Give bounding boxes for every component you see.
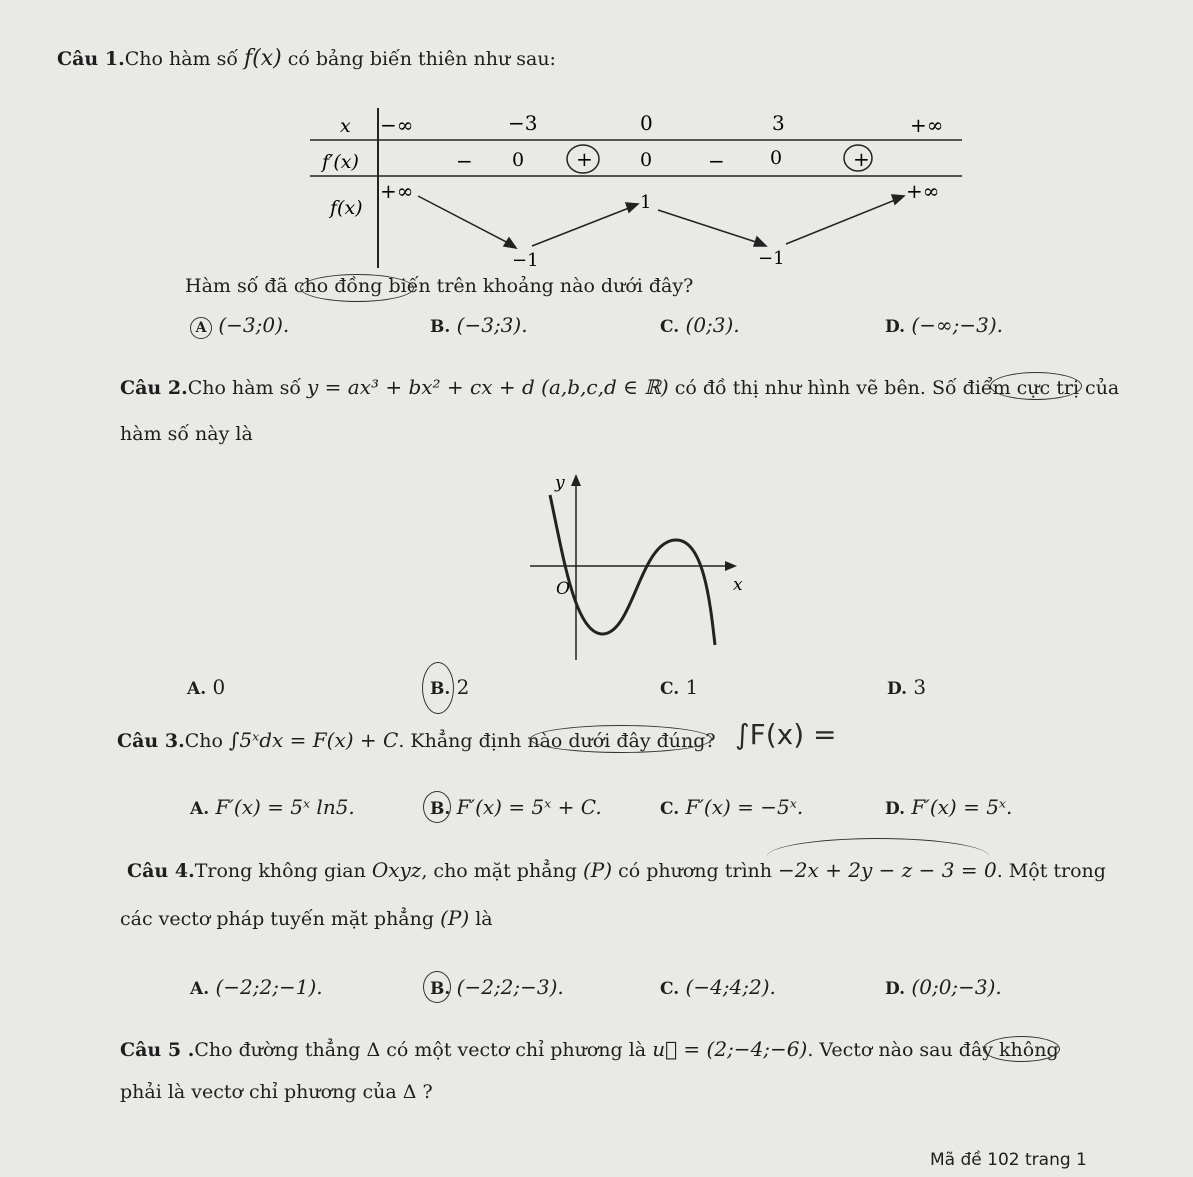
q4-equation: −2x + 2y − z − 3 = 0 xyxy=(778,858,997,882)
variation-table xyxy=(300,100,980,275)
handwritten-circle xyxy=(422,662,454,714)
option-key: D. xyxy=(885,799,906,819)
option-text: 1 xyxy=(685,675,699,699)
q4-line2-end: là xyxy=(475,908,493,930)
q1-label: Câu 1. xyxy=(57,48,125,70)
sign-cell: − xyxy=(708,149,725,173)
q3-formula: ∫5ˣdx = F(x) + C xyxy=(228,728,399,752)
handwritten-ellipse xyxy=(983,1036,1060,1062)
option-text: (−3;0). xyxy=(218,313,290,337)
q5-vector: u⃗ = (2;−4;−6) xyxy=(652,1037,808,1061)
x-value: +∞ xyxy=(910,113,944,137)
option-key: C. xyxy=(660,679,680,699)
q1-line xyxy=(57,46,556,71)
f-value: +∞ xyxy=(380,179,414,203)
option-text: F′(x) = −5ˣ. xyxy=(685,795,804,819)
q2-rest: có đồ thị như hình vẽ bên. Số điểm cực trị của xyxy=(674,377,1120,399)
cubic-graph xyxy=(525,470,743,665)
q3-option-d[interactable] xyxy=(885,795,1012,819)
option-text: (−2;2;−3). xyxy=(456,975,564,999)
option-key: B. xyxy=(430,679,451,699)
q1-rest: có bảng biến thiên như sau: xyxy=(287,48,556,70)
option-text: F′(x) = 5ˣ ln5. xyxy=(215,795,355,819)
handwritten-ellipse xyxy=(300,274,414,302)
q4-line2 xyxy=(120,906,493,930)
q1-intro: Cho hàm số xyxy=(124,48,238,70)
sign-cell: 0 xyxy=(770,147,783,169)
option-text: (−2;2;−1). xyxy=(215,975,323,999)
option-text: (−4;4;2). xyxy=(685,975,776,999)
option-key: D. xyxy=(887,679,908,699)
option-key: B. xyxy=(430,979,451,999)
x-value: −3 xyxy=(508,111,538,135)
q3-rest: . Khẳng định nào dưới đây đúng? xyxy=(398,730,716,752)
q5-rest: . Vectơ nào sau đây không xyxy=(807,1039,1059,1061)
x-axis-label: x xyxy=(733,575,743,595)
x-value: 0 xyxy=(640,111,653,135)
cubic-curve xyxy=(550,495,715,645)
handwritten-circle xyxy=(423,971,451,1003)
x-value: 3 xyxy=(772,111,785,135)
handwritten-circle xyxy=(423,791,451,823)
q4-line2-text: các vectơ pháp tuyến mặt phẳng xyxy=(120,908,435,930)
handwritten-ellipse xyxy=(990,372,1082,400)
q2-label: Câu 2. xyxy=(120,377,188,399)
x-value: −∞ xyxy=(380,113,414,137)
q1-fx: f(x) xyxy=(244,46,282,71)
q5-intro: Cho đường thẳng Δ có một vectơ chỉ phương là xyxy=(194,1039,647,1061)
q2-line xyxy=(120,375,1119,399)
handwritten-ellipse xyxy=(530,725,712,753)
q2-intro: Cho hàm số xyxy=(187,377,301,399)
option-key: C. xyxy=(660,799,680,819)
q4-mid2: có phương trình xyxy=(618,860,772,882)
f-value: −1 xyxy=(512,250,539,271)
sign-cell: 0 xyxy=(640,149,653,171)
variation-arrows xyxy=(418,195,904,248)
option-key: B. xyxy=(430,799,451,819)
sign-cell: 0 xyxy=(512,149,525,171)
option-text: (0;3). xyxy=(685,313,740,337)
f-value: +∞ xyxy=(906,179,940,203)
option-key: C. xyxy=(660,317,680,337)
q3-option-c[interactable] xyxy=(660,795,803,819)
option-key: A. xyxy=(190,979,210,999)
q1-question: Hàm số đã cho đồng biến trên khoảng nào dưới đây? xyxy=(185,275,694,297)
option-key: A. xyxy=(187,679,207,699)
page-footer: Mã đề 102 trang 1 xyxy=(930,1150,1087,1170)
q4-space: Oxyz xyxy=(371,858,422,882)
option-text: F′(x) = 5ˣ. xyxy=(911,795,1013,819)
option-key: C. xyxy=(660,979,680,999)
q4-option-d[interactable] xyxy=(885,975,1002,999)
handwritten-note: ∫F(x) = xyxy=(735,718,837,751)
q5-label: Câu 5 . xyxy=(120,1039,195,1061)
row-f-label: f(x) xyxy=(330,197,363,219)
q4-plane-ref: (P) xyxy=(440,906,470,930)
q4-label: Câu 4. xyxy=(127,860,195,882)
option-text: (0;0;−3). xyxy=(911,975,1002,999)
q1-option-d[interactable] xyxy=(885,313,1003,337)
q3-option-b[interactable] xyxy=(430,795,602,819)
sign-cell: + xyxy=(853,147,870,171)
q2-option-c[interactable] xyxy=(660,675,698,699)
q4-option-c[interactable] xyxy=(660,975,776,999)
option-text: (−∞;−3). xyxy=(911,313,1004,337)
y-axis-label: y xyxy=(555,473,565,493)
q2-line2: hàm số này là xyxy=(120,423,253,445)
option-text: F′(x) = 5ˣ + C. xyxy=(456,795,602,819)
q4-intro: Trong không gian xyxy=(194,860,366,882)
option-key-circled: A xyxy=(190,317,212,339)
sign-cell: − xyxy=(456,149,473,173)
q5-line2: phải là vectơ chỉ phương của Δ ? xyxy=(120,1081,433,1103)
q4-rest: . Một trong xyxy=(996,860,1106,882)
origin-label: O xyxy=(556,579,570,599)
row-x-label: x xyxy=(340,115,351,137)
q4-plane: (P) xyxy=(582,858,613,882)
option-key: D. xyxy=(885,317,906,337)
option-text: 2 xyxy=(456,675,470,699)
row-fprime-label: f′(x) xyxy=(322,151,359,173)
q1-option-c[interactable] xyxy=(660,313,740,337)
sign-cell: + xyxy=(576,147,593,171)
option-text: (−3;3). xyxy=(456,313,528,337)
q3-intro: Cho xyxy=(184,730,223,752)
handwritten-arc xyxy=(767,838,989,875)
q3-option-a[interactable] xyxy=(190,795,355,819)
q2-option-d[interactable] xyxy=(887,675,926,699)
q3-label: Câu 3. xyxy=(117,730,185,752)
option-key: A. xyxy=(190,799,210,819)
q2-formula: y = ax³ + bx² + cx + d (a,b,c,d ∈ ℝ) xyxy=(307,375,669,399)
q2-option-a[interactable] xyxy=(187,675,225,699)
f-value: −1 xyxy=(758,248,785,269)
q1-option-b[interactable] xyxy=(430,313,528,337)
q4-option-a[interactable] xyxy=(190,975,323,999)
q5-line xyxy=(120,1037,1059,1061)
f-value: 1 xyxy=(640,192,652,213)
option-text: 3 xyxy=(913,675,927,699)
q4-mid: , cho mặt phẳng xyxy=(421,860,577,882)
q1-option-a[interactable] xyxy=(190,313,289,339)
option-key: D. xyxy=(885,979,906,999)
option-key: B. xyxy=(430,317,451,337)
option-text: 0 xyxy=(212,675,226,699)
